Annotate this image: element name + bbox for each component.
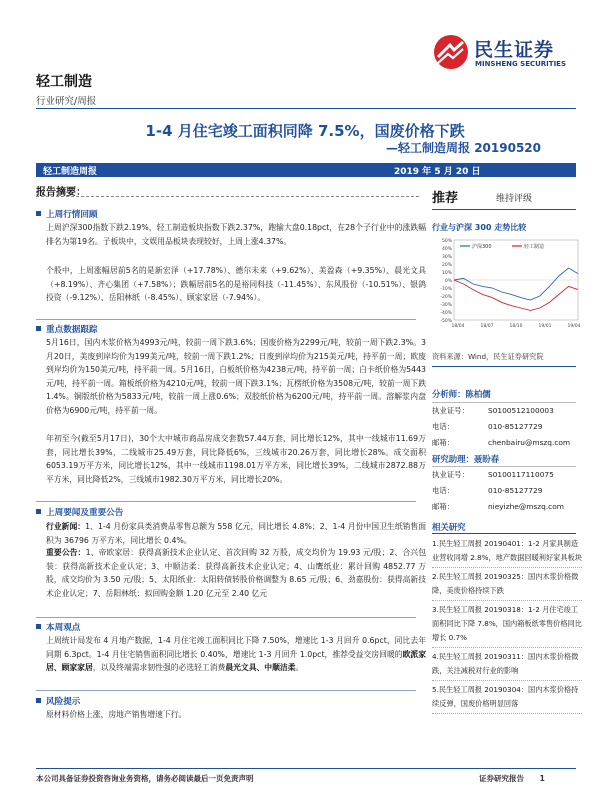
y-tick-label: 10% [441, 271, 452, 276]
assistant-divider [432, 466, 576, 467]
page-number: 1 [539, 774, 545, 783]
bullet-square-icon [36, 698, 41, 703]
analyst-cert: 执业证号： S0100512100003 [432, 406, 554, 415]
x-tick-label: 19/04 [567, 324, 581, 329]
y-tick-label: 20% [441, 263, 452, 268]
assistant-phone: 电话： 010-85127729 [432, 486, 543, 495]
market-review-paragraph-2: 个股中，上周涨幅居前5名的是新宏泽（+17.78%）、德尔未来（+9.62%）、美盈森（+9.35%）、晨光文具（+8.19%）、齐心集团（+7.58%）；跌幅居前5名的是裕同科技（-11.45%）、东风股份（-10.51%）、银鸽投资（-9.12%）、岳阳林纸（-8.45%）、顾家家居（-7.94%）。 [46, 266, 426, 302]
summary-divider [36, 196, 419, 197]
recommendation-divider [432, 209, 576, 210]
weekly-view-paragraph: 上周统计局发布 4 月地产数据，1-4 月住宅竣工面积同比下降 7.50%，增速比 1-3 月回升 0.6pct，同比去年同期 6.3pct。1-4 月住宅销售面积同比增长 0.40%，增速比 1-3 月回升 1.0pct，推荐受益交房回暖的欧派家居、顾家家居，以及终端需求韧性强的必选轻工消费晨光文具、中顺洁柔。 [46, 636, 427, 672]
logo-text-cn: 民生证券 [474, 39, 555, 61]
industry-news-label: 行业新闻： [46, 522, 86, 531]
title-band [36, 163, 576, 177]
bullet-square-icon [36, 509, 41, 514]
section-heading-news: 上周要闻及重要公告 [36, 506, 123, 518]
bullet-square-icon [36, 211, 41, 216]
recommendation: 推荐 [432, 191, 459, 206]
y-tick-label: -20% [440, 295, 452, 300]
data-tracking-paragraph-2: 年初至今(截至5月17日)，30个大中城市商品房成交套数57.44万套，同比增长12%，其中一线城市11.69万套，同比增长39%，二线城市25.49万套，同比降低6%，三线城市20.26万套，同比增长28%。成交面积6053.19万平方米，同比增长12%，其中一线城市1198.01万平方米，同比增长39%，二线城市2872.88万平方米，同比降低2%，三线城市1982.30万平方米，同比增长20%。 [46, 434, 426, 484]
related-item[interactable]: 4.民生轻工周报 20190311：国内木浆价格微跌，关注减税对行业的影响 [432, 650, 582, 681]
logo-text-en: MINSHENG SECURITIES [475, 60, 566, 68]
footer-right: 证券研究报告 1 [479, 774, 545, 783]
data-tracking-paragraph-1: 5月16日，国内木浆价格为4993元/吨，较前一周下跌3.6%；国废价格为2299元/吨，较前一周下跌2.3%。3月20日，美废到岸均价为199美元/吨，较前一周下跌1.2%；日废到岸均价为215美元/吨，持平前一周；欧废到岸均价为150美元/吨，持平前一周。5月16日，白板纸价格为4238元/吨，持平前一周；白卡纸价格为5443元/吨，持平前一周。箱板纸价格为4210元/吨，较前一周下跌3.1%；瓦楞纸价格为3508元/吨，较前一周下跌1.4%。铜版纸价格为5833元/吨，较前一周上涨0.6%；双胶纸价格为6200元/吨，持平前一周。溶解浆内盘价格为6900元/吨，持平前一周。 [46, 338, 426, 415]
risk-paragraph: 原材料价格上涨，房地产销售增速下行。 [46, 710, 187, 719]
assistant-heading: 研究助理：聂盼春 [432, 454, 499, 464]
recommended-stocks-1: 欧派家居、顾家家居 [46, 649, 427, 672]
related-research-heading: 相关研究 [432, 522, 466, 532]
legend-label: 沪深300 [472, 244, 492, 250]
performance-chart [432, 234, 582, 334]
report-subtitle: —轻工制造周报 20190520 [386, 141, 541, 155]
industry-news-paragraph: 行业新闻：1、1-4 月份家具类消费品零售总额为 558 亿元，同比增长 4.8%；2、1-4 月份中国卫生纸销售面积为 36796 万平方米，同比增长 0.4%。 [46, 522, 426, 545]
recommended-stocks-2: 晨光文具、中顺洁柔 [225, 663, 296, 672]
related-item[interactable]: 2.民生轻工周报 20190325：国内木浆价格微降，美废价格持续下跌 [432, 570, 582, 601]
summary-label: 报告摘要： [36, 187, 86, 198]
bullet-square-icon [36, 326, 41, 331]
company-logo [432, 33, 582, 73]
chart-title: 行业与沪深 300 走势比较 [432, 223, 527, 232]
y-tick-label: -30% [440, 303, 452, 308]
y-tick-label: 30% [441, 255, 452, 260]
assistant-name: 聂盼春 [473, 454, 499, 464]
x-tick-label: 18/10 [509, 324, 523, 329]
chart-source: 资料来源：Wind，民生证券研究院 [432, 352, 544, 361]
report-type: 行业研究/周报 [36, 96, 97, 107]
band-label: 轻工制造周报 [43, 167, 98, 177]
y-tick-label: -50% [440, 319, 452, 324]
assistant-email[interactable]: 邮箱： nieyizhe@mszq.com [432, 502, 564, 511]
x-tick-label: 18/04 [451, 324, 465, 329]
report-title: 1-4 月住宅竣工面积同降 7.5%，国废价格下跌 [145, 122, 465, 140]
section-divider [36, 319, 416, 320]
analyst-name: 陈柏儒 [465, 389, 491, 399]
analyst-divider [432, 402, 576, 403]
analyst-email[interactable]: 邮箱： chenbairu@mszq.com [432, 438, 571, 447]
market-review-paragraph-1: 上周沪深300指数下跌2.19%，轻工制造板块指数下跌2.37%，跑输大盘0.18pct，在28个子行业中的涨跌幅排名为第19名。子板块中，文娱用品板块表现较好，上周上涨4.37%。 [46, 223, 426, 246]
legend-label: 轻工制造 [524, 244, 545, 250]
section-heading-risk: 风险提示 [36, 695, 80, 707]
y-tick-label: 50% [441, 239, 452, 244]
bullet-square-icon [36, 624, 41, 629]
y-tick-label: -40% [440, 311, 452, 316]
x-tick-label: 19/01 [538, 324, 552, 329]
y-tick-label: -10% [440, 287, 452, 292]
x-tick-label: 18/07 [480, 324, 494, 329]
sidebar-divider [432, 366, 576, 367]
assistant-cert: 执业证号： S0100117110075 [432, 470, 554, 479]
announcements-label: 重要公告： [46, 548, 86, 557]
footer-divider [36, 768, 576, 769]
y-tick-label: 40% [441, 247, 452, 252]
announcements-paragraph: 重要公告：1、帝欧家居：获得高新技术企业认定、首次回购 32 万股，成交均价为 19.93 元/股；2、合兴包装：获得高新技术企业认定；3、中顺洁柔：获得高新技术企业认定；4、山鹰纸业：累计回购 4852.77 万股，成交均价为 3.50 元/股；5、太阳纸业：太阳转债转股价格调整为 8.65 元/股；6、劲嘉股份：获得高新技术企业认定；7、岳阳林纸：拟回购金额 1.20 亿元至 2.40 亿元 [46, 548, 427, 598]
section-heading-data-tracking: 重点数据跟踪 [36, 323, 98, 335]
minsheng-logo-icon [432, 33, 470, 71]
section-divider [36, 501, 416, 502]
related-research-list [432, 537, 582, 716]
y-tick-label: 0% [444, 279, 452, 284]
footer-disclaimer: 本公司具备证券投资咨询业务资格，请务必阅读最后一页免责声明 [36, 774, 254, 783]
header-divider [36, 108, 576, 109]
sector-title: 轻工制造 [36, 74, 92, 90]
related-item[interactable]: 1.民生轻工周报 20190401：1-2 月家具制造业营收同增 2.8%，地产数据回暖利好家具板块 [432, 537, 582, 568]
analyst-heading: 分析师：陈柏儒 [432, 389, 491, 399]
rating: 维持评级 [496, 194, 533, 204]
related-divider [432, 533, 576, 534]
section-divider [36, 690, 416, 691]
report-date: 2019 年 5 月 20 日 [394, 167, 481, 177]
related-item[interactable]: 3.民生轻工周报 20190318：1-2 月住宅竣工面积同比下降 7.8%，国内箱板纸零售价格同比增长 0.7% [432, 603, 582, 648]
analyst-phone: 电话： 010-85127729 [432, 422, 543, 431]
section-heading-weekly-view: 本周观点 [36, 621, 80, 633]
section-heading-market-review: 上周行情回顾 [36, 208, 98, 220]
related-item[interactable]: 5.民生轻工周报 20190304：国内木浆价格持续反弹，国废价格明显回落 [432, 683, 582, 714]
section-divider [36, 617, 416, 618]
